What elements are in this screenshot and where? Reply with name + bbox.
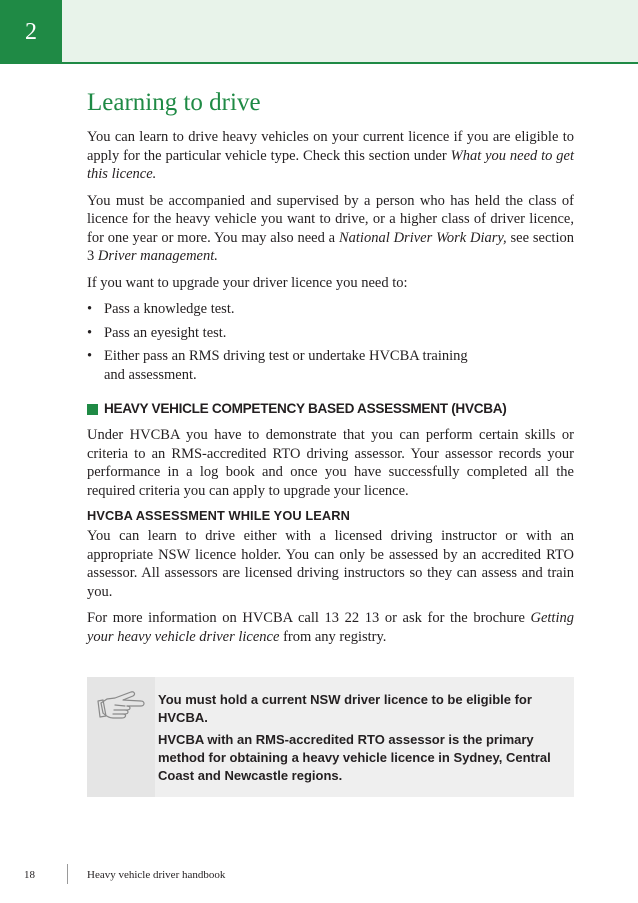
list-item [87,324,574,343]
footer-divider [67,864,68,884]
footer-book-title: Heavy vehicle driver handbook [87,869,226,881]
list-item-text: Pass an eyesight test. [104,324,227,341]
bullet-mark: • [87,301,93,317]
pointing-hand-icon [97,685,149,729]
work-diary-reference: National Driver Work Diary, [338,229,507,246]
main-content [87,88,574,654]
bullet-mark: • [87,348,93,364]
intro-paragraph [87,128,574,184]
note-text [158,691,568,789]
supervision-paragraph [87,192,574,266]
note-box [87,677,574,797]
section-heading-text: HEAVY VEHICLE COMPETENCY BASED ASSESSMENT (HVCBA) [104,401,507,416]
more-info-text-after: from any registry. [279,628,387,645]
more-info-text: For more information on HVCBA call 13 22 13 or ask for the brochure [87,610,531,626]
header-band [62,0,638,64]
green-square-icon [87,404,98,415]
note-icon-area [87,677,155,797]
list-item-text: Pass a knowledge test. [104,301,235,317]
more-info-paragraph [87,609,574,646]
section-heading [87,400,574,418]
list-item [87,300,574,319]
page-number: 18 [24,869,35,881]
supervision-text-after: see section 3 [87,229,574,264]
note-line: HVCBA with an RMS-accredited RTO assessor is the primary method for obtaining a heavy vehicle licence in Sydney, Central Coast and Newcastle regions. [158,732,551,783]
list-item [87,347,574,384]
supervision-text: You must be accompanied and supervised by a person who has held the class of licence for the heavy vehicle you want to drive, or a higher class of driver licence, for one year or more. You may also need a [87,192,574,246]
bullet-mark: • [87,324,93,341]
page-title: Learning to drive [87,89,261,116]
chapter-number-tab [0,0,62,64]
sub-heading: HVCBA ASSESSMENT WHILE YOU LEARN [87,508,350,523]
assessment-paragraph: You can learn to drive either with a licensed driving instructor or with an appropriate NSW licence holder. You can only be assessed by an accredited RTO assessor. All assessors are licensed driving instructors so they can assess and train you. [87,528,574,600]
list-item-text: Either pass an RMS driving test or undertake HVCBA training and assessment. [104,348,468,383]
note-line: You must hold a current NSW driver licence to be eligible for HVCBA. [158,692,532,725]
brochure-title: Getting your heavy vehicle driver licence [87,610,574,645]
hvcba-paragraph: Under HVCBA you have to demonstrate that you can perform certain skills or criteria to an RMS-accredited RTO driving assessor. Your assessor records your performance in a log book and once you have successfully completed all the required criteria you can apply to upgrade your licence. [87,427,574,499]
chapter-number: 2 [25,19,37,45]
driver-management-reference: Driver management. [97,248,218,264]
intro-section-reference: What you need to get this licence. [87,147,574,182]
upgrade-requirements-list [87,300,574,384]
upgrade-intro-paragraph: If you want to upgrade your driver licence you need to: [87,274,408,291]
intro-text: You can learn to drive heavy vehicles on your current licence if you are eligible to apply for the particular vehicle type. Check this section under [87,129,574,164]
